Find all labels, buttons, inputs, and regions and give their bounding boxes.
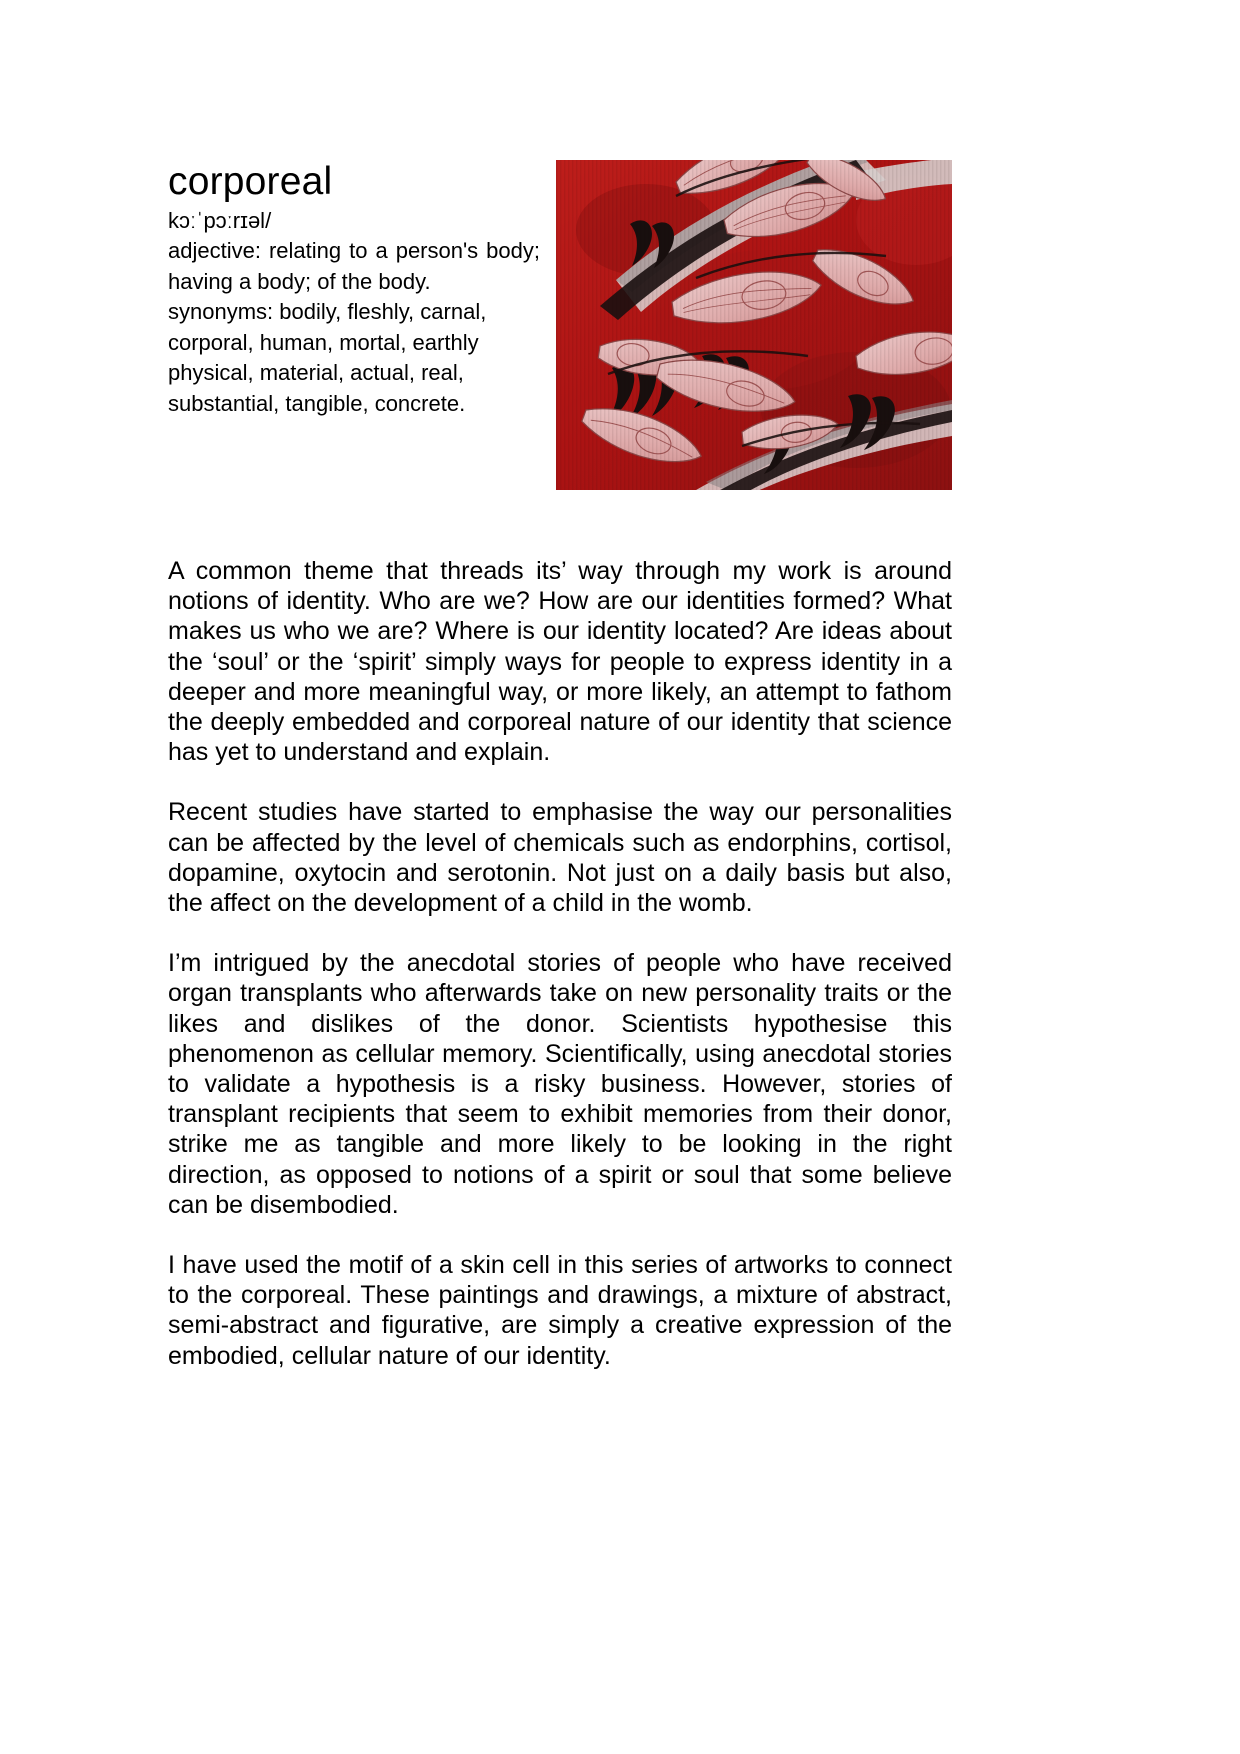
artwork-image — [556, 160, 952, 490]
dictionary-definition — [168, 160, 540, 419]
body-copy — [168, 556, 952, 1371]
definition-synonyms: synonyms: bodily, fleshly, carnal, corporal, human, mortal, earthly physical, material, actual, real, substantial, tangible, concrete. — [168, 299, 487, 416]
paragraph-2: Recent studies have started to emphasise the way our personalities can be affected by the level of chemicals such as endorphins, cortisol, dopamine, oxytocin and serotonin. Not just on a daily basis but also, the affect on the development of a child in the womb. — [168, 798, 952, 918]
phonetic-pronunciation: kɔːˈpɔːrɪəl/ — [168, 208, 272, 233]
definition-part-of-speech: adjective: relating to a person's body; having a body; of the body. — [168, 238, 540, 294]
paragraph-3: I’m intrigued by the anecdotal stories of people who have received organ transplants who afterwards take on new personality traits or the likes and dislikes of the donor. Scientists hypothesise this phenomenon as cellular memory. Scientifically, using anecdotal stories to validate a hypothesis is a risky business. However, stories of transplant recipients that seem to exhibit memories from their donor, strike me as tangible and more likely to be looking in the right direction, as opposed to notions of a spirit or soul that some believe can be disembodied. — [168, 949, 952, 1219]
paragraph-4: I have used the motif of a skin cell in this series of artworks to connect to the corporeal. These paintings and drawings, a mixture of abstract, semi-abstract and figurative, are simply a creative expression of the embodied, cellular nature of our identity. — [168, 1251, 952, 1370]
artwork-illustration — [556, 160, 952, 490]
paragraph-1: A common theme that threads its’ way through my work is around notions of identity. Who are we? How are our identities formed? What makes us who we are? Where is our identity located? Are ideas about the ‘soul’ or the ‘spirit’ simply ways for people to express identity in a deeper and more meaningful way, or more likely, an attempt to fathom the deeply embedded and corporeal nature of our identity that science has yet to understand and explain. — [168, 557, 952, 767]
page-title: corporeal — [168, 160, 333, 203]
definition-header-block — [168, 160, 952, 500]
